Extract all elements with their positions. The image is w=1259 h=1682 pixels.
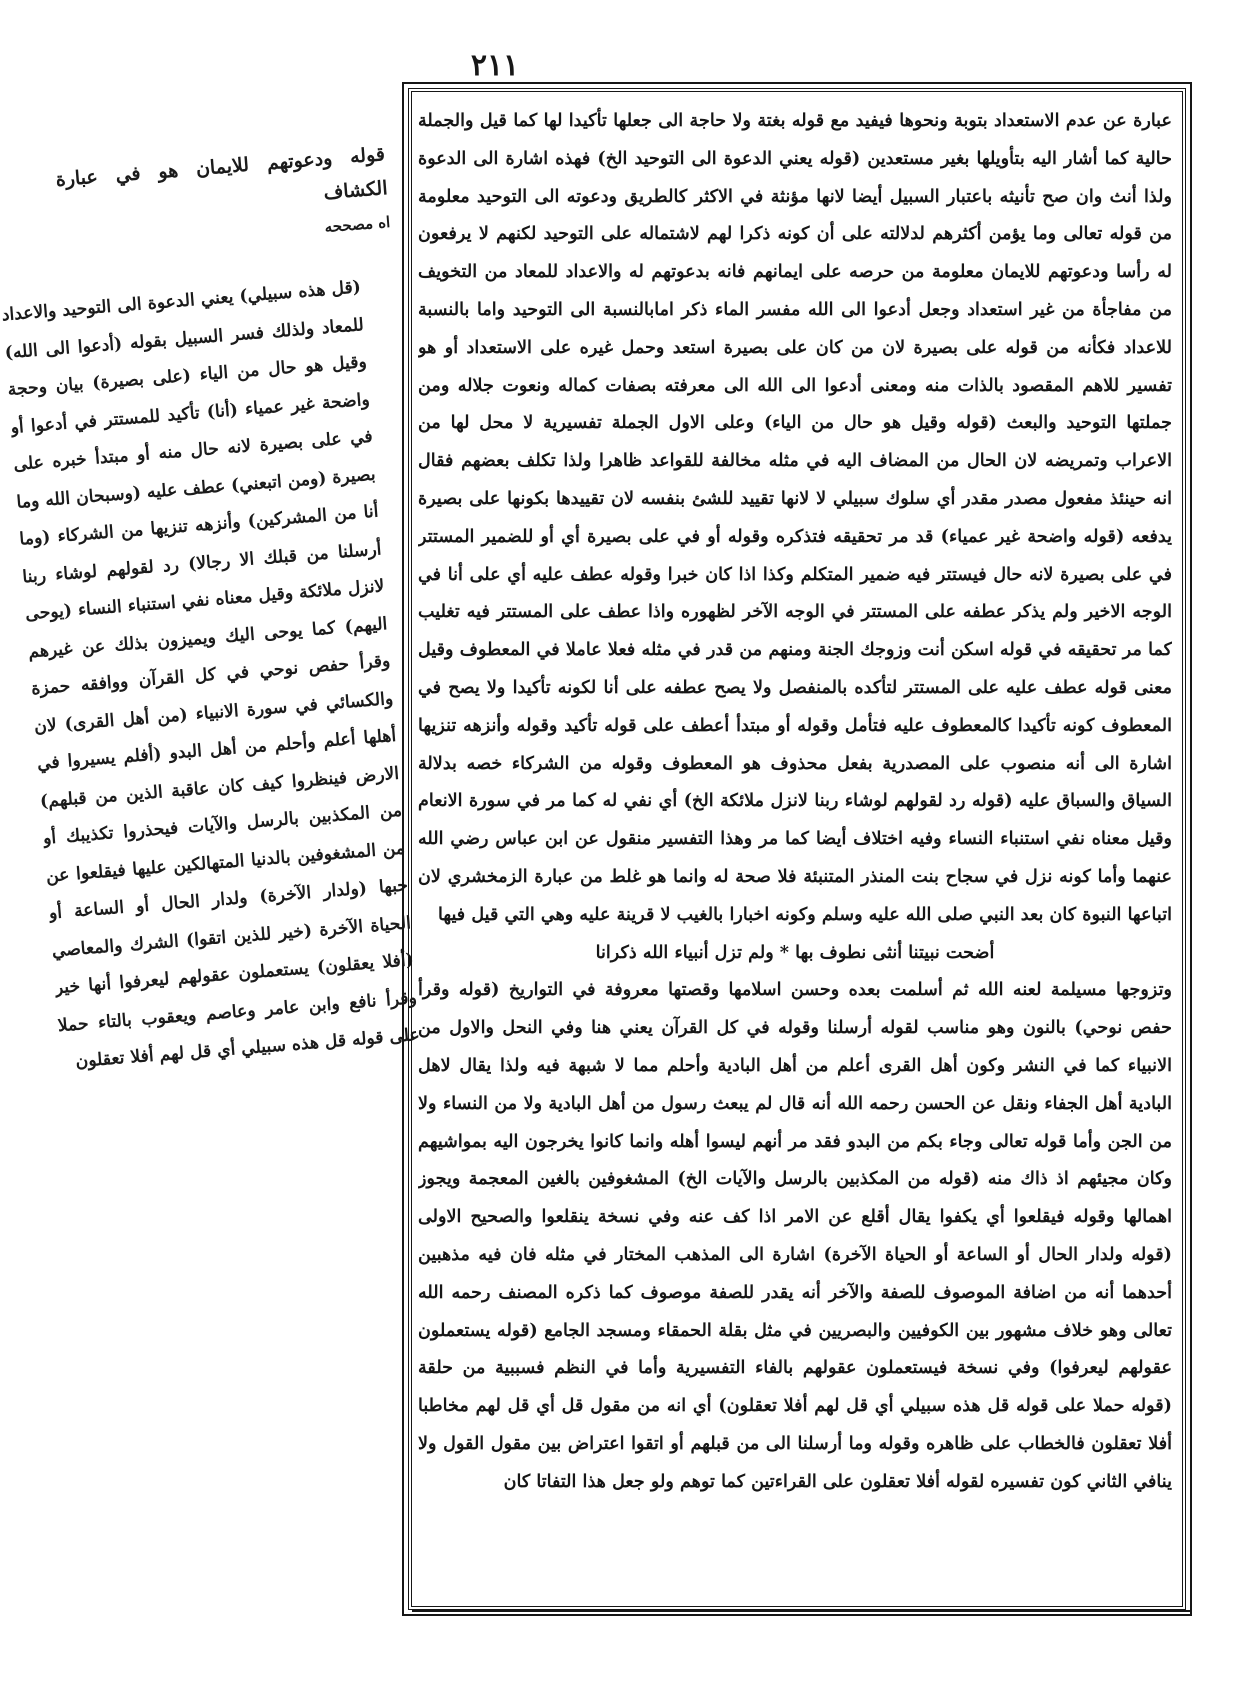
page-number: ٢١١ xyxy=(470,48,520,83)
marginal-gloss-top xyxy=(55,137,392,265)
main-commentary xyxy=(418,102,1172,1592)
bottom-rule xyxy=(412,1610,1190,1616)
marginal-commentary: (قل هذه سبيلي) يعني الدعوة الى التوحيد والاعداد للمعاد ولذلك فسر السبيل بقوله (أدعوا الى الله) وقيل هو حال من الياء (على بصيرة) بيان وحجة واضحة غير عمياء (أنا) تأكيد للمستتر في أدعوا أو في على بصيرة لانه حال منه أو مبتدأ خبره على بصيرة (ومن اتبعني) عطف عليه (وسبحان الله وما أنا من المشركين) وأنزهه تنزيها من الشركاء (وما أرسلنا من قبلك الا رجالا) رد لقولهم لوشاء ربنا لانزل ملائكة وقيل معناه نفي استنباء النساء (يوحى اليهم) كما يوحى اليك ويميزون بذلك عن غيرهم وقرأ حفص نوحي في كل القرآن ووافقه حمزة والكسائي في سورة الانبياء (من أهل القرى) لان أهلها أعلم وأحلم من أهل البدو (أفلم يسيروا في الارض فينظروا كيف كان عاقبة الذين من قبلهم) من المكذبين بالرسل والآيات فيحذروا تكذيبك أو من المشغوفين بالدنيا المتهالكين عليها فيقلعوا عن حبها (ولدار الآخرة) ولدار الحال أو الساعة أو الحياة الآخرة (خير للذين اتقوا) الشرك والمعاصي (أفلا يعقلون) يستعملون عقولهم ليعرفوا أنها خير وقرأ نافع وابن عامر وعاصم ويعقوب بالتاء حملا على قوله قل هذه سبيلي أي قل لهم أفلا تعقلون xyxy=(1,277,421,1072)
marginal-gloss-text: قوله ودعوتهم للايمان هو في عبارة الكشاف xyxy=(54,143,389,205)
marginal-gloss-signature: اه مصححه xyxy=(323,212,391,237)
commentary-paragraph: وتزوجها مسيلمة لعنه الله ثم أسلمت بعده وحسن اسلامها وقصتها معروفة في التواريخ (قوله وقرأ حفص نوحي) بالنون وهو مناسب لقوله أرسلنا وقوله في كل القرآن يعني هنا وفي النحل والاول من الانبياء كما في النشر وكون أهل القرى أعلم من أهل البادية وأحلم مما لا شبهة فيه ولذا يقال لاهل البادية أهل الجفاء ونقل عن الحسن رحمه الله أنه قال لم يبعث رسول من أهل البادية ولا من النساء ولا من الجن وأما قوله تعالى وجاء بكم من البدو فقد مر أنهم ليسوا أهله وانما كانوا يخرجون اليه بمواشيهم وكان مجيئهم اذ ذاك منه (قوله من المكذبين بالرسل والآيات الخ) المشغوفين بالغين المعجمة ويجوز اهمالها وقوله فيقلعوا أي يكفوا يقال أقلع عن الامر اذا كف عنه وفي نسخة ينقلعوا والصحيح الاولى (قوله ولدار الحال أو الساعة أو الحياة الآخرة) اشارة الى المذهب المختار في مثله فان فيه مذهبين أحدهما أنه من اضافة الموصوف للصفة والآخر أنه يقدر للصفة موصوف كما ذكره المصنف رحمه الله تعالى وهو خلاف مشهور بين الكوفيين والبصريين في مثل بقلة الحمقاء ومسجد الجامع (قوله يستعملون عقولهم ليعرفوا) وفي نسخة فيستعملون عقولهم بالفاء التفسيرية وأما في النظم فسببية من حلقة (قوله حملا على قوله قل هذه سبيلي أي قل لهم أفلا تعقلون) أي انه من مقول قل أي قل لهم مخاطبا أفلا تعقلون فالخطاب على ظاهره وقوله وما أرسلنا الى من قبلهم أو اتقوا اعتراض بين مقول القول ولا ينافي الثاني كون تفسيره لقوله أفلا تعقلون على القراءتين كما توهم ولو جعل هذا التفاتا كان xyxy=(418,979,1172,1492)
poetry-verse: أضحت نبيتنا أنثى نطوف بها * ولم تزل أنبياء الله ذكرانا xyxy=(595,941,995,963)
commentary-paragraph: عبارة عن عدم الاستعداد بتوبة ونحوها فيفيد مع قوله بغتة ولا حاجة الى جعلها تأكيدا لها كما قيل والجملة حالية كما أشار اليه بتأويلها بغير مستعدين (قوله يعني الدعوة الى التوحيد الخ) فهذه اشارة الى الدعوة ولذا أنث وان صح تأنيثه باعتبار السبيل أيضا لانها مؤنثة في الاكثر كالطريق ودعوته الى التوحيد معلومة من قوله تعالى وما يؤمن أكثرهم لدلالته على أن كونه ذكرا لهم لاشتماله على التوحيد لكنهم لا يرفعون له رأسا ودعوتهم للايمان معلومة من حرصه على ايمانهم فانه بدعوتهم له والاعداد للمعاد من التخويف من مفاجأة من غير استعداد وجعل أدعوا الى الله مفسر الماء ذكر امابالنسبة الى التوحيد واما بالنسبة للاعداد فكأنه من قوله على بصيرة لان من كان على بصيرة استعد وحمل غيره على الاستعداد أو هو تفسير للاهم المقصود بالذات منه ومعنى أدعوا الى الله الى معرفته بصفات كماله ونعوت جلاله ومن جملتها التوحيد والبعث (قوله وقيل هو حال من الياء) وعلى الاول الجملة تفسيرية لا محل لها من الاعراب وتمريضه لان الحال من المضاف اليه في مثله مخالفة للقواعد ظاهرا ولذا تكلف بعضهم فقال انه حينئذ مفعول مصدر مقدر أي سلوك سبيلي لا لانها تقييد للشئ بنفسه لان تقييدها بكونها على بصيرة يدفعه (قوله واضحة غير عمياء) قد مر تحقيقه فتذكره وقوله أو في على بصيرة أي أو للضمير المستتر في على بصيرة لانه حال فيستتر فيه ضمير المتكلم وكذا اذا كان خبرا وقوله عطف عليه أي على أنا في الوجه الاخير ولم يذكر عطفه على المستتر في الوجه الآخر لظهوره واذا عطف على المستتر فيه تغليب كما مر تحقيقه في قوله اسكن أنت وزوجك الجنة ومنهم من قدر في مثله فعلا عاملا في المعطوف وقيل معنى قوله عطف عليه على المستتر لتأكده بالمنفصل ولا يصح عطفه على أنا لكونه تأكيدا ولا يصح في المعطوف كونه تأكيدا كالمعطوف عليه فتأمل وقوله أو مبتدأ أعطف على قوله تأكيد وقوله وأنزهه تنزيها اشارة الى أنه منصوب على المصدرية بفعل محذوف هو المعطوف وقوله من الشركاء خصه بدلالة السياق والسباق عليه (قوله رد لقولهم لوشاء ربنا لانزل ملائكة الخ) أي نفي له كما مر في سورة الانعام وقيل معناه نفي استنباء النساء وفيه اختلاف أيضا كما مر وهذا التفسير منقول عن ابن عباس رضي الله عنهما وأما كونه نزل في سجاح بنت المنذر المتنبئة فلا صحة له وانما هو غلط من عبارة الزمخشري لان اتباعها النبوة كان بعد النبي صلى الله عليه وسلم وكونه اخبارا بالغيب لا قرينة عليه وهي التي قيل فيها xyxy=(418,110,1172,925)
